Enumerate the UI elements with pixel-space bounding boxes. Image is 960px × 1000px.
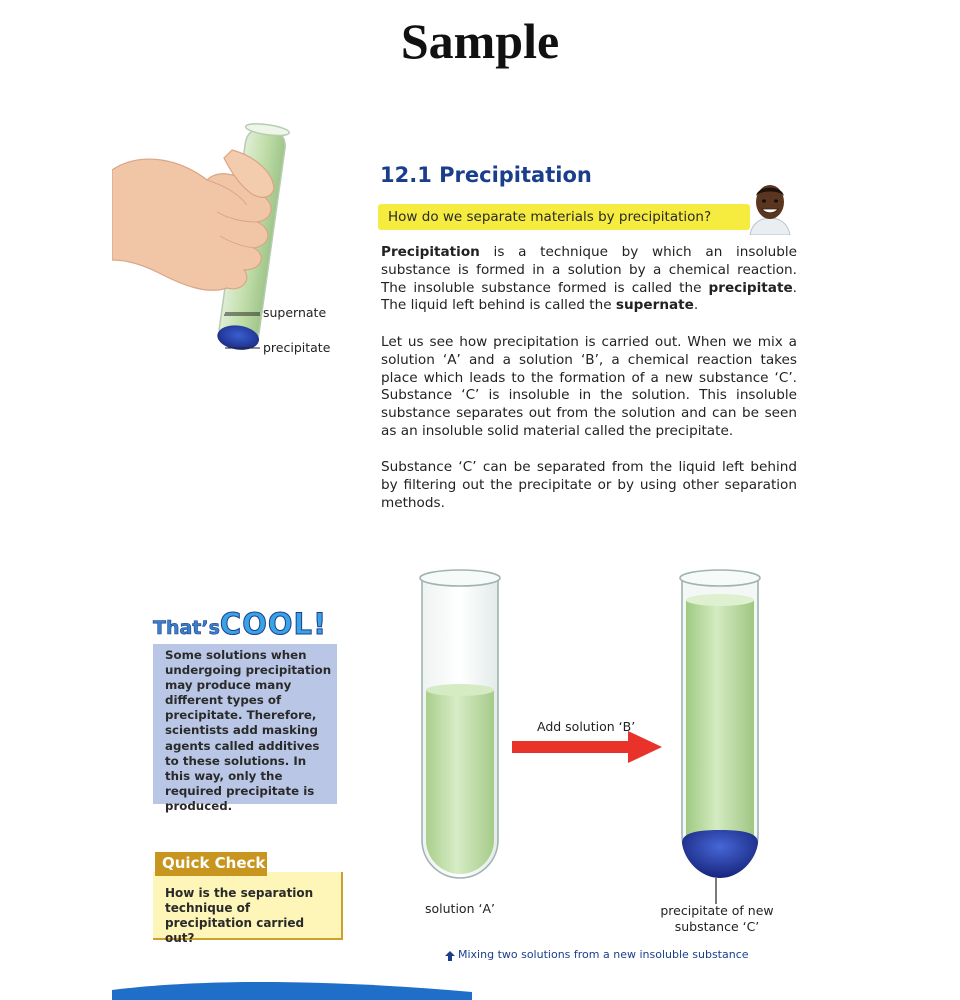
quick-check-question: How is the separation technique of precipitation carried out? <box>165 886 314 945</box>
cool-box-text: Some solutions when undergoing precipitation may produce many different types of precipitate. Therefore, scientists add masking agents called additives to these solutions. In this way, only the required precipitate is produced. <box>165 648 332 813</box>
section-heading: 12.1 Precipitation <box>380 163 592 187</box>
term-precipitate: precipitate <box>708 279 793 296</box>
cool-title-small: That’s <box>153 617 220 639</box>
page-footer-swoosh <box>112 978 472 1000</box>
figure-caption: Mixing two solutions from a new insoluble substance <box>458 948 749 961</box>
term-supernate: supernate <box>615 297 694 314</box>
paragraph-process: Let us see how precipitation is carried out. When we mix a solution ‘A’ and a solution ‘B’, a chemical reaction takes place which leads to the formation of a new substance ‘C’. Substance ‘C’ is insoluble in the solution. This insoluble substance separates out from the solution and can be seen as an insoluble solid material called the precipitate. <box>381 334 797 439</box>
cool-box-title <box>153 607 327 641</box>
definition-text-3: . <box>693 297 699 314</box>
term-precipitation: Precipitation <box>381 244 480 260</box>
question-text: How do we separate materials by precipitation? <box>388 209 712 225</box>
definition-text-1: is a technique by which an insoluble substance is formed in a solution by a chemical reaction. The insoluble substance formed is called the <box>381 244 797 296</box>
arrow-label: Add solution ‘B’ <box>537 719 636 734</box>
label-precipitate: precipitate <box>263 340 331 355</box>
boy-avatar <box>744 180 796 235</box>
label-supernate: supernate <box>263 305 327 320</box>
up-arrow-icon <box>444 950 456 962</box>
tube-b-label: precipitate of new substance ‘C’ <box>660 903 774 934</box>
definition-text-2: . The liquid left behind is called the <box>381 279 797 314</box>
right-arrow-icon <box>510 730 665 764</box>
quick-check-title: Quick Check <box>162 854 266 872</box>
precipitate-pointer-line <box>713 878 719 904</box>
test-tube-b-icon <box>670 560 770 885</box>
tube-a-label: solution ‘A’ <box>425 901 495 916</box>
paragraph-definition <box>381 244 797 315</box>
sample-title: Sample <box>400 13 560 69</box>
test-tube-a-icon <box>410 560 510 890</box>
paragraph-separation: Substance ‘C’ can be separated from the liquid left behind by filtering out the precipitate or by using other separation methods. <box>381 459 797 511</box>
cool-title-big: COOL! <box>219 607 328 641</box>
figure-leader-lines <box>225 300 265 360</box>
